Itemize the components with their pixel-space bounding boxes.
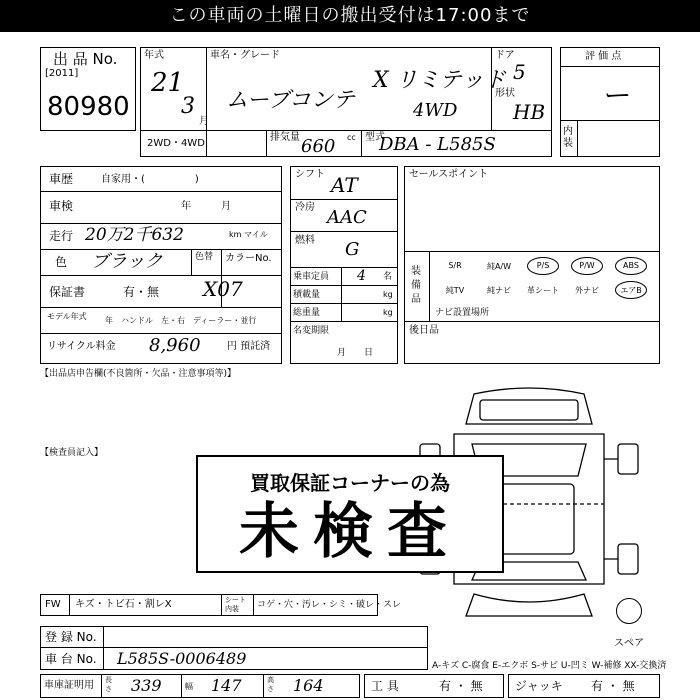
weight-unit: kg [383, 308, 393, 317]
damage-legend: A-キズ C-腐食 E-エクボ S-サビ U-凹ミ W-補修 XX-交換済 [432, 661, 667, 671]
chassis-label: 車 台 No. [45, 652, 97, 666]
model-label: 型式 [365, 132, 385, 143]
mileage-value: 20万2千632 [85, 225, 184, 245]
vehicle-info-box [40, 166, 282, 364]
history-label: 車歴 [49, 172, 74, 186]
fw-label: FW [45, 599, 61, 610]
door-label: ドア [495, 50, 515, 61]
sales-equipment-box [404, 166, 660, 364]
jack-box [508, 674, 660, 698]
equip-genuine-tv: 純TV [445, 286, 465, 295]
weight-label: 総重量 [293, 308, 321, 318]
recycle-label: リサイクル料金 [47, 341, 116, 352]
damage-checklist-row [40, 594, 402, 616]
equip-genuine-nav: 純ナビ [487, 286, 511, 295]
reg-deadline-label: 名変期限 [293, 326, 330, 336]
stamp-line1: 買取保証コーナーの為 [250, 471, 450, 495]
shape-label: 形状 [495, 88, 515, 99]
seat-label: シート内装 [225, 596, 246, 613]
colorno-value: X07 [203, 277, 243, 301]
load-label: 積載量 [293, 290, 321, 300]
inspection-label: 車検 [49, 199, 74, 213]
recycle-value: 8,960 [149, 335, 201, 356]
vehicle-header-box [140, 47, 552, 157]
spare-tire-icon [616, 598, 642, 624]
name-value: ムーブコンテ [226, 88, 355, 113]
equipment-label: 装備品 [411, 266, 421, 305]
rear-right-tire [618, 544, 638, 574]
month-value: 3 [181, 94, 195, 119]
equip-genuine-aw: 純A/W [486, 262, 512, 271]
circled-mark [571, 257, 603, 275]
ac-label: 冷房 [295, 202, 315, 213]
seat-value: コゲ・穴・汚レ・シミ・破レ・スレ [257, 600, 402, 610]
equip-sunroof: S/R [448, 261, 462, 270]
color-value: ブラック [91, 251, 163, 272]
fuel-value: G [345, 239, 360, 260]
equip-abs: ABS [623, 261, 639, 270]
stamp-line2: 未検査 [239, 497, 461, 567]
recycle-unit: 円 預託済 [227, 341, 271, 352]
chassis-value: L585S-0006489 [117, 649, 247, 668]
year-label: 年式 [144, 50, 164, 61]
model-year-label: モデル年式 [47, 312, 87, 321]
capacity-value: 4 [357, 268, 366, 284]
evaluation-box [560, 47, 660, 157]
later-items-label: 後日品 [409, 325, 439, 336]
month-label: 月 [199, 116, 209, 127]
load-unit: kg [383, 290, 393, 299]
model-value: DBA - L585S [379, 134, 496, 155]
tools-box [364, 674, 504, 698]
history-value: 自家用・( ) [101, 174, 199, 185]
color-label: 色 [55, 255, 68, 269]
grade-value: X リミテッド [373, 68, 506, 93]
eval-label: 評 価 点 [585, 51, 622, 62]
width-label: 幅 [185, 682, 193, 691]
door-value: 5 [513, 60, 526, 84]
ac-value: AAC [327, 207, 367, 228]
warranty-label: 保証書 [49, 285, 86, 299]
length-value: 339 [131, 676, 162, 695]
inspection-value: 年 月 [181, 201, 231, 212]
shape-value: HB [513, 100, 546, 124]
drive-handwritten: 4WD [413, 100, 458, 121]
seller-note-label: 【出品店申告欄(不良箇所・欠品・注意事項等)】 [40, 369, 237, 379]
shift-label: シフト [295, 169, 325, 180]
height-label: 高さ [267, 676, 274, 693]
fuel-label: 燃料 [295, 235, 315, 246]
equip-airbag: エアB [620, 286, 642, 295]
lot-label: 出 品 No. [53, 50, 118, 68]
saturday-pickup-banner: この車両の土曜日の搬出受付は17:00まで [0, 0, 700, 32]
car-rear-outline [466, 594, 592, 616]
garage-cert-label: 車庫証明用 [44, 680, 94, 691]
inspector-note-label: 【検査員記入】 [40, 448, 104, 458]
spare-label: スペア [614, 638, 644, 649]
width-value: 147 [211, 676, 242, 695]
cc-unit: cc [347, 133, 356, 142]
year-value: 21 [151, 68, 185, 98]
equip-leather: 革シート [527, 286, 559, 295]
circled-mark [527, 257, 559, 275]
not-inspected-stamp [196, 455, 504, 573]
fw-value: キズ・トビ石・割レX [75, 599, 172, 610]
shift-value: AT [331, 173, 358, 197]
circled-mark [615, 281, 647, 299]
interior-label: 内装 [563, 126, 573, 149]
tools-label: 工 具 [371, 679, 399, 693]
warranty-value: 有・無 [123, 285, 160, 299]
reg-no-label: 登 録 No. [45, 630, 97, 644]
eval-value: ー [601, 79, 630, 112]
reg-deadline-value: 月 日 [337, 348, 374, 358]
front-right-tire [618, 444, 638, 474]
equip-aftermarket-nav: 外ナビ [575, 286, 599, 295]
tools-value: 有 ・ 無 [439, 679, 483, 693]
circled-mark [615, 257, 647, 275]
jack-label: ジャッキ [515, 679, 563, 693]
capacity-label: 乗車定員 [293, 272, 330, 282]
name-label: 車名・グレード [210, 50, 280, 61]
height-value: 164 [293, 676, 324, 695]
lot-year: [2011] [45, 68, 79, 79]
mechanical-info-box [290, 166, 398, 364]
model-year-value: 年 ハンドル 左・右 ディーラー・並行 [105, 316, 257, 325]
registration-box [40, 626, 428, 670]
nav-location-label: ナビ設置場所 [435, 308, 490, 318]
capacity-unit: 名 [383, 272, 393, 282]
mileage-unit: km マイル [229, 230, 268, 239]
drive-label: 2WD・4WD [147, 138, 205, 149]
mileage-label: 走行 [49, 229, 74, 243]
lot-number: 80980 [47, 92, 130, 122]
dimensions-row [40, 674, 360, 698]
cc-value: 660 [301, 136, 336, 157]
car-front-outline [466, 388, 592, 424]
color-change-label: 色替 [195, 252, 214, 262]
sales-point-label: セールスポイント [409, 169, 489, 180]
colorno-label: カラーNo. [225, 253, 272, 264]
equip-power-steering: P/S [536, 261, 550, 270]
cc-label: 排気量 [270, 132, 300, 143]
equip-power-windows: P/W [579, 261, 595, 270]
jack-value: 有 ・ 無 [591, 679, 635, 693]
lot-number-box [40, 47, 136, 131]
length-label: 長さ [105, 676, 112, 693]
